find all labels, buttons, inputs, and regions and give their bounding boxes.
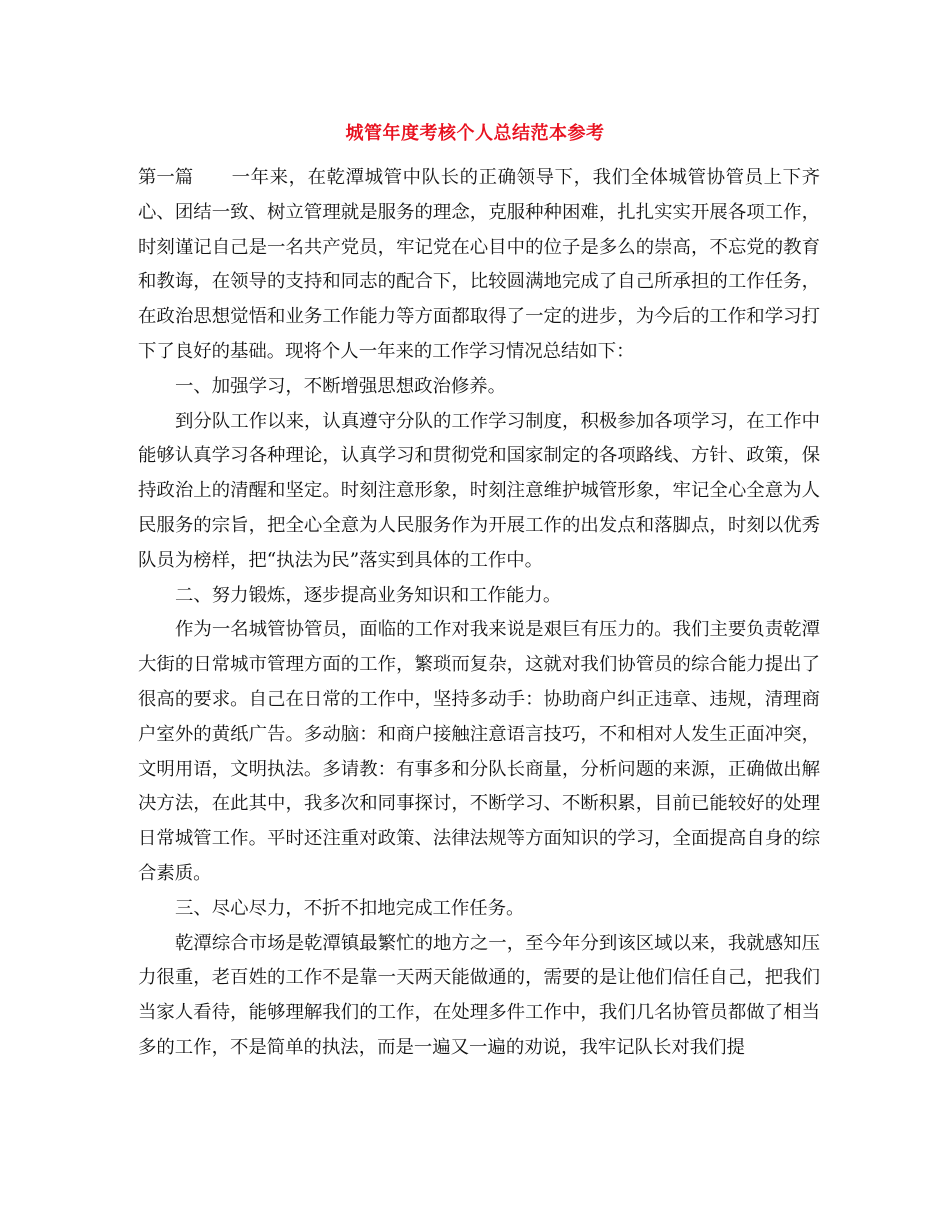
section-label: 第一篇 <box>138 167 194 188</box>
section-heading-1: 一、加强学习，不断增强思想政治修养。 <box>175 375 507 397</box>
section-heading-2: 二、努力锻炼，逐步提高业务知识和工作能力。 <box>175 584 562 606</box>
paragraph-study: 到分队工作以来，认真遵守分队的工作学习制度，积极参加各项学习，在工作中能够认真学习各种理论，认真学习和贯彻党和国家制定的各项路线、方针、政策，保持政治上的清醒和坚定。时刻注意形象，时刻注意维护城管形象，牢记全心全意为人民服务的宗旨，把全心全意为人民服务作为开展工作的出发点和落脚点，时刻以优秀队员为榜样，把“执法为民”落实到具体的工作中。 <box>138 410 820 571</box>
paragraph-intro <box>138 161 820 370</box>
document-title: 城管年度考核个人总结范本参考 <box>345 123 605 144</box>
paragraph-intro-text: 一年来，在乾潭城管中队长的正确领导下，我们全体城管协管员上下齐心、团结一致、树立管理就是服务的理念，克服种种困难，扎扎实实开展各项工作，时刻谨记自己是一名共产党员，牢记党在心目中的位子是多么的崇高，不忘党的教育和教诲，在领导的支持和同志的配合下，比较圆满地完成了自己所承担的工作任务，在政治思想觉悟和业务工作能力等方面都取得了一定的进步，为今后的工作和学习打下了良好的基础。现将个人一年来的工作学习情况总结如下： <box>138 167 820 362</box>
paragraph-training: 作为一名城管协管员，面临的工作对我来说是艰巨有压力的。我们主要负责乾潭大街的日常城市管理方面的工作，繁琐而复杂，这就对我们协管员的综合能力提出了很高的要求。自己在日常的工作中，坚持多动手：协助商户纠正违章、违规，清理商户室外的黄纸广告。多动脑：和商户接触注意语言技巧，不和相对人发生正面冲突，文明用语，文明执法。多请教：有事多和分队长商量，分析问题的来源，正确做出解决方法，在此其中，我多次和同事探讨，不断学习、不断积累，目前已能较好的处理日常城管工作。平时还注重对政策、法律法规等方面知识的学习，全面提高自身的综合素质。 <box>138 619 820 884</box>
document-body <box>138 161 820 1066</box>
section-heading-3: 三、尽心尽力，不折不扣地完成工作任务。 <box>175 897 525 919</box>
paragraph-tasks: 乾潭综合市场是乾潭镇最繁忙的地方之一，至今年分到该区域以来，我就感知压力很重，老百姓的工作不是靠一天两天能做通的，需要的是让他们信任自己，把我们当家人看待，能够理解我们的工作，在处理多件工作中，我们几名协管员都做了相当多的工作，不是简单的执法，而是一遍又一遍的劝说，我牢记队长对我们提 <box>138 932 820 1058</box>
